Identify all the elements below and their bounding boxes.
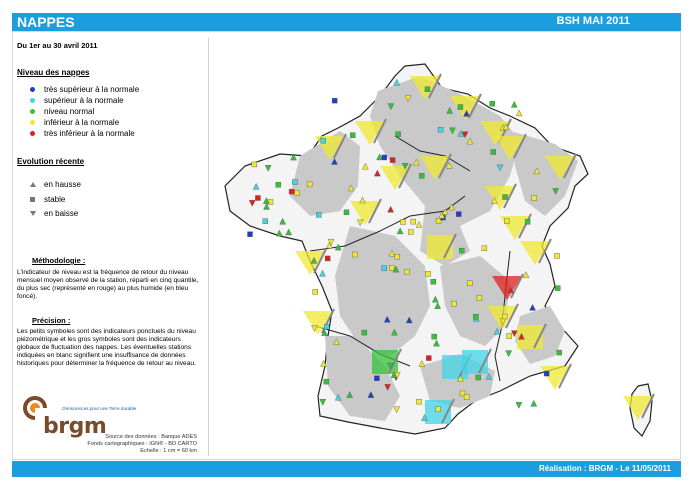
brgm-tagline: Géosciences pour une Terre durable (62, 406, 137, 411)
station-marker (324, 379, 329, 384)
station-marker (555, 253, 560, 258)
legend-item-high: supérieur à la normale (30, 95, 124, 105)
station-marker (426, 271, 431, 276)
footer-credit: Réalisation : BRGM - Le 11/05/2011 (538, 464, 671, 473)
station-marker (490, 101, 495, 106)
bulletin-subtitle: BSH MAI 2011 (556, 15, 630, 27)
station-marker (350, 133, 355, 138)
station-marker (374, 376, 379, 381)
station-marker (255, 195, 260, 200)
methodology-text: L'indicateur de niveau est la fréquence de retour du niveau mensuel moyen observé de la station, réparti en cinq quantile, du plus sec (représenté en rouge) au plus humide (en bleu foncé). (17, 269, 199, 300)
source-line: Echelle : 1 cm = 60 km (140, 448, 197, 454)
very-low-dot-icon (30, 131, 35, 136)
legend-item-normal: niveau normal (30, 106, 94, 116)
station-marker (382, 155, 387, 160)
station-marker (504, 219, 509, 224)
station-marker (464, 394, 469, 399)
station-marker (316, 212, 321, 217)
station-marker (325, 256, 330, 261)
header-bar (12, 13, 681, 31)
triangle-up-icon (30, 182, 36, 187)
station-marker (431, 279, 436, 284)
station-marker (476, 375, 481, 380)
legend-item-very-high: très supérieur à la normale (30, 84, 139, 94)
station-marker (502, 314, 507, 319)
sources-block (85, 434, 197, 455)
triangle-down-icon (30, 211, 36, 216)
station-marker (419, 173, 424, 178)
station-marker (352, 252, 357, 257)
station-marker (544, 371, 549, 376)
footer-bar (12, 461, 681, 477)
precision-text: Les petits symboles sont des indicateurs ponctuels du niveau piézométrique et les gros symboles sont des indicateurs globaux de fluctuation des nappes. Les éventuelles stations indiquées en blanc signifient une insuffisance de données historiques pour déterminer la fréquence de retour au niveau. (17, 328, 196, 367)
station-marker (404, 269, 409, 274)
legend-item-low: inférieur à la normale (30, 117, 119, 127)
level-legend-title: Niveau des nappes (17, 68, 90, 77)
precision-title: Précision : (32, 316, 71, 325)
legend-item-stable: stable (30, 194, 65, 204)
trend-legend-title: Evolution récente (17, 157, 85, 166)
station-marker (425, 87, 430, 92)
station-marker (362, 330, 367, 335)
station-marker (289, 189, 294, 194)
station-marker (263, 219, 268, 224)
station-marker (248, 232, 253, 237)
station-marker (451, 301, 456, 306)
legend-item-very-low: très inférieur à la normale (30, 128, 135, 138)
station-marker (426, 356, 431, 361)
low-dot-icon (30, 120, 35, 125)
period-label: Du 1er au 30 avril 2011 (17, 41, 98, 50)
station-marker (382, 266, 387, 271)
square-icon (30, 197, 35, 202)
very-high-dot-icon (30, 87, 35, 92)
station-marker (456, 212, 461, 217)
station-marker (458, 105, 463, 110)
station-marker (507, 334, 512, 339)
station-marker (525, 219, 530, 224)
station-marker (389, 265, 394, 270)
station-marker (467, 281, 472, 286)
station-marker (436, 407, 441, 412)
station-marker (395, 254, 400, 259)
source-line: Fonds cartographiques : IGN® - BD CARTO (87, 441, 197, 447)
normal-dot-icon (30, 109, 35, 114)
brgm-logo-text: brgm (43, 414, 107, 439)
legend-item-falling: en baisse (30, 208, 78, 218)
high-dot-icon (30, 98, 35, 103)
station-marker (324, 324, 329, 329)
panel-divider (208, 38, 209, 456)
station-marker (432, 334, 437, 339)
station-marker (557, 350, 562, 355)
station-marker (416, 399, 421, 404)
station-marker (390, 158, 395, 163)
large-indicator (540, 366, 570, 390)
station-marker (516, 402, 522, 408)
station-marker (332, 98, 337, 103)
methodology-title: Méthodologie : (32, 256, 86, 265)
station-marker (473, 314, 478, 319)
station-marker (321, 138, 326, 143)
station-marker (503, 194, 508, 199)
map-title: NAPPES (17, 14, 75, 30)
source-line: Source des données : Banque ADES (105, 434, 197, 440)
station-marker (307, 182, 312, 187)
station-marker (555, 286, 560, 291)
station-marker (491, 149, 496, 154)
station-marker (511, 101, 517, 107)
station-marker (408, 229, 413, 234)
station-marker (516, 110, 522, 116)
station-marker (438, 127, 443, 132)
station-marker (313, 289, 318, 294)
station-marker (411, 219, 416, 224)
station-marker (295, 190, 300, 195)
legend-item-rising: en hausse (30, 179, 81, 189)
station-marker (477, 296, 482, 301)
station-marker (400, 219, 405, 224)
station-marker (482, 246, 487, 251)
station-marker (292, 179, 297, 184)
station-marker (532, 196, 537, 201)
station-marker (276, 182, 281, 187)
station-marker (344, 210, 349, 215)
station-marker (459, 248, 464, 253)
france-groundwater-map (210, 36, 680, 456)
station-marker (252, 162, 257, 167)
station-marker (396, 132, 401, 137)
station-marker (531, 400, 537, 406)
